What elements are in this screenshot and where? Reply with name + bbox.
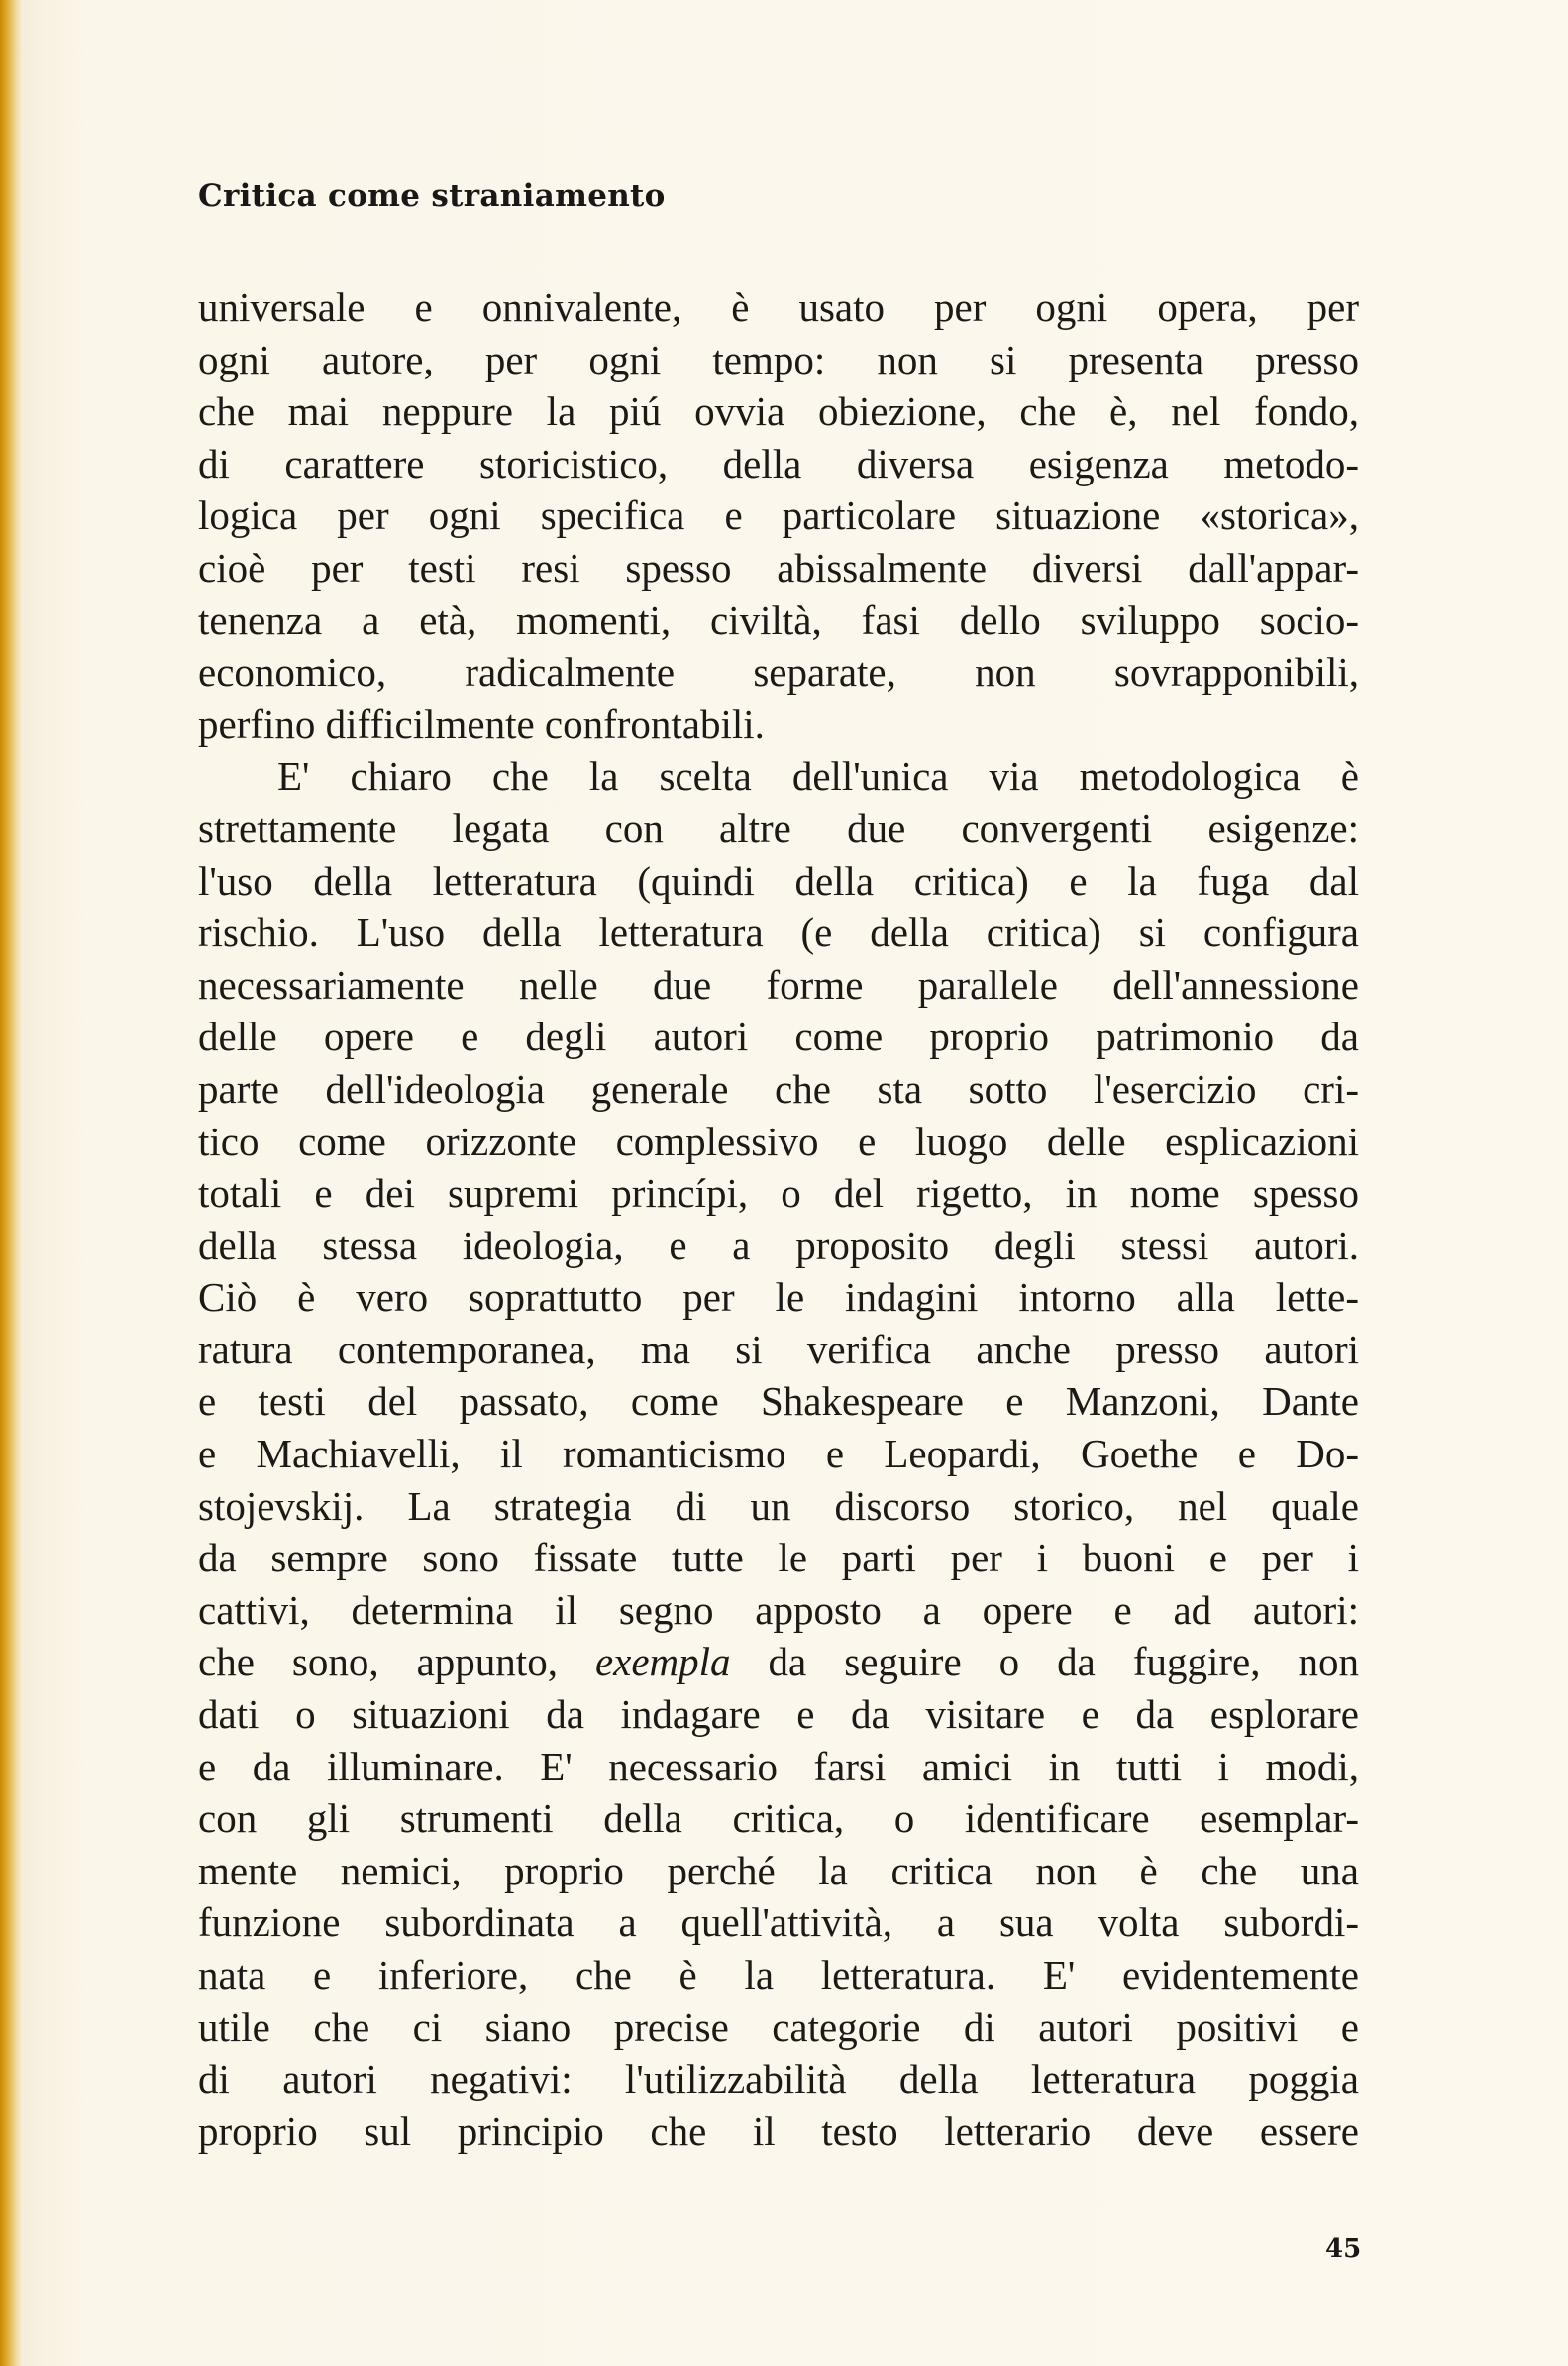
- page-number: 45: [1325, 2234, 1362, 2264]
- text-line: ratura contemporanea, ma si verifica anche presso autori: [198, 1326, 1359, 1372]
- text-line: che mai neppure la piú ovvia obiezione, che è, nel fondo,: [198, 388, 1359, 435]
- page-spine-edge: [0, 0, 22, 2366]
- text-line: mente nemici, proprio perché la critica non è che una: [198, 1847, 1359, 1893]
- text-line: delle opere e degli autori come proprio patrimonio da: [198, 1014, 1359, 1060]
- text-line: tico come orizzonte complessivo e luogo delle esplicazioni: [198, 1118, 1359, 1164]
- text-line: dati o situazioni da indagare e da visitare e da esplorare: [198, 1691, 1359, 1738]
- text-line: rischio. L'uso della letteratura (e della critica) si configura: [198, 910, 1359, 956]
- text-line: utile che ci siano precise categorie di autori positivi e: [198, 2003, 1359, 2050]
- text-line: Ciò è vero soprattutto per le indagini intorno alla lette-: [198, 1274, 1359, 1321]
- paragraph-start-line: E' chiaro che la scelta dell'unica via metodologica è: [277, 753, 1359, 800]
- text-line: e Machiavelli, il romanticismo e Leopardi, Goethe e Do-: [198, 1431, 1359, 1477]
- running-head: Critica come straniamento: [198, 178, 666, 214]
- text-line-italic-word: [198, 1636, 1359, 1688]
- text-line: e da illuminare. E' necessario farsi amici in tutti i modi,: [198, 1743, 1359, 1789]
- text-line: di autori negativi: l'utilizzabilità della letteratura poggia: [198, 2056, 1359, 2102]
- text-line: logica per ogni specifica e particolare situazione «storica»,: [198, 492, 1359, 539]
- text-line: l'uso della letteratura (quindi della critica) e la fuga dal: [198, 857, 1359, 904]
- text-line: totali e dei supremi princípi, o del rigetto, in nome spesso: [198, 1170, 1359, 1217]
- text-line: proprio sul principio che il testo letterario deve essere: [198, 2107, 1359, 2154]
- text-line: e testi del passato, come Shakespeare e Manzoni, Dante: [198, 1378, 1359, 1425]
- text-line: funzione subordinata a quell'attività, a sua volta subordi-: [198, 1899, 1359, 1946]
- text-line: di carattere storicistico, della diversa esigenza metodo-: [198, 440, 1359, 486]
- text-segment: da seguire o da fuggire, non: [730, 1639, 1359, 1685]
- text-line: da sempre sono fissate tutte le parti per i buoni e per i: [198, 1535, 1359, 1581]
- text-line: parte dell'ideologia generale che sta sotto l'esercizio cri-: [198, 1065, 1359, 1112]
- text-line: perfino difficilmente confrontabili.: [198, 700, 765, 747]
- text-line: cioè per testi resi spesso abissalmente diversi dall'appar-: [198, 544, 1359, 591]
- text-line: stojevskij. La strategia di un discorso storico, nel quale: [198, 1482, 1359, 1529]
- body-text: [198, 281, 1359, 2157]
- text-line: strettamente legata con altre due convergenti esigenze:: [198, 805, 1359, 851]
- italic-word: exempla: [594, 1639, 731, 1685]
- text-line: tenenza a età, momenti, civiltà, fasi dello sviluppo socio-: [198, 596, 1359, 643]
- text-line: con gli strumenti della critica, o identificare esemplar-: [198, 1795, 1359, 1842]
- text-line: ogni autore, per ogni tempo: non si presenta presso: [198, 336, 1359, 382]
- text-line: economico, radicalmente separate, non sovrapponibili,: [198, 649, 1359, 696]
- text-line: nata e inferiore, che è la letteratura. E' evidentemente: [198, 1952, 1359, 1997]
- text-line: cattivi, determina il segno apposto a opere e ad autori:: [198, 1586, 1359, 1633]
- text-line: universale e onnivalente, è usato per ogni opera, per: [198, 284, 1359, 330]
- text-line: necessariamente nelle due forme parallele dell'annessione: [198, 961, 1359, 1008]
- text-segment: che sono, appunto,: [198, 1639, 595, 1685]
- text-line: della stessa ideologia, e a proposito degli stessi autori.: [198, 1222, 1359, 1268]
